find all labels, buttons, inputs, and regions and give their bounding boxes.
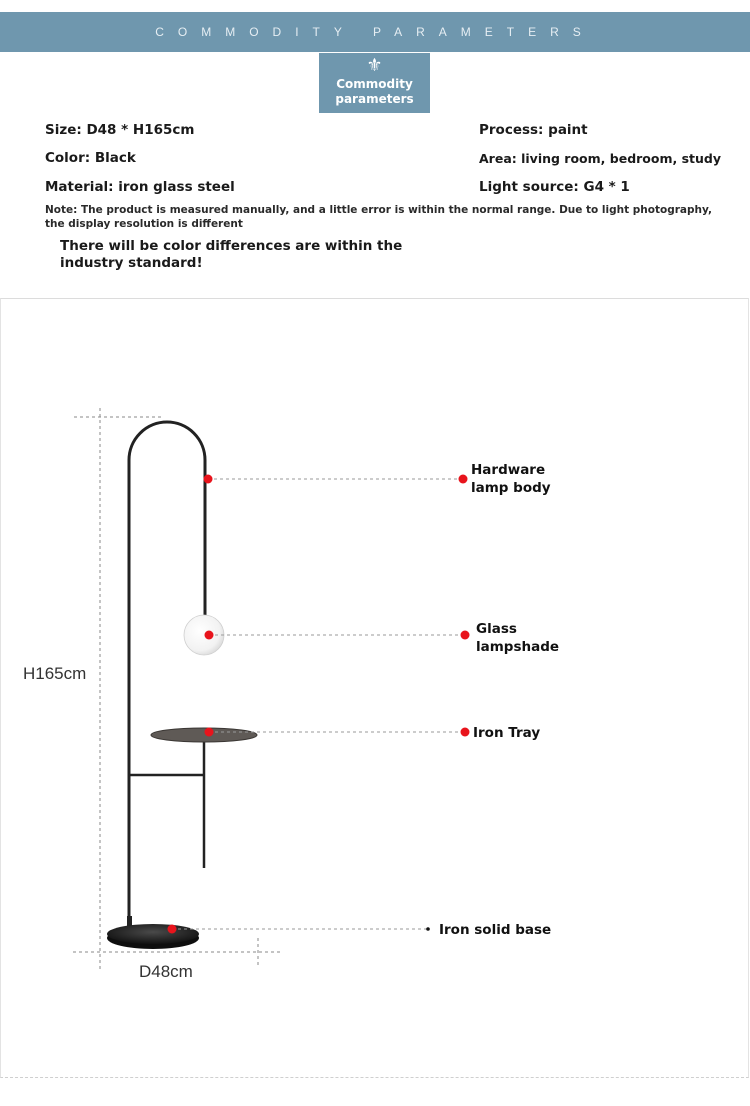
base-joint: [127, 916, 132, 926]
leader-lines: [172, 479, 465, 929]
spec-size: Size: D48 * H165cm: [45, 122, 195, 138]
banner-title: COMMODITY PARAMETERS: [155, 25, 595, 39]
badge-line-2: parameters: [335, 92, 414, 106]
marker-base-end: [426, 927, 430, 931]
height-dimension: [74, 408, 162, 972]
color-difference-note: There will be color differences are within the industry standard!: [60, 238, 403, 271]
label-iron-solid-base: Iron solid base: [439, 922, 552, 938]
marker-lamp-body-end: [459, 475, 468, 484]
label-glass: Glass: [476, 621, 517, 637]
lamp-arch-frame: [129, 422, 205, 922]
marker-base: [168, 925, 177, 934]
label-lampshade: lampshade: [476, 639, 560, 655]
fleur-de-lis-icon: ⚜: [366, 55, 383, 76]
iron-tray: [151, 728, 257, 742]
spec-color: Color: Black: [45, 150, 136, 166]
marker-tray: [205, 728, 214, 737]
label-hardware: Hardware: [471, 462, 546, 478]
measurement-note: Note: The product is measured manually, and a little error is within the normal range. Due to light photography, the display resolution is different: [45, 204, 713, 230]
diameter-label: D48cm: [139, 962, 193, 981]
spec-material: Material: iron glass steel: [45, 179, 235, 195]
spec-process: Process: paint: [479, 122, 588, 138]
solid-base: [107, 924, 199, 944]
height-label: H165cm: [23, 664, 87, 683]
spec-light-source: Light source: G4 * 1: [479, 179, 630, 195]
spec-area: Area: living room, bedroom, study: [479, 151, 722, 166]
label-iron-tray: Iron Tray: [473, 725, 541, 741]
label-lamp-body: lamp body: [471, 480, 551, 496]
marker-lampshade: [205, 631, 214, 640]
marker-tray-end: [461, 728, 470, 737]
marker-lampshade-end: [461, 631, 470, 640]
marker-lamp-body: [204, 475, 213, 484]
badge-line-1: Commodity: [336, 77, 413, 91]
